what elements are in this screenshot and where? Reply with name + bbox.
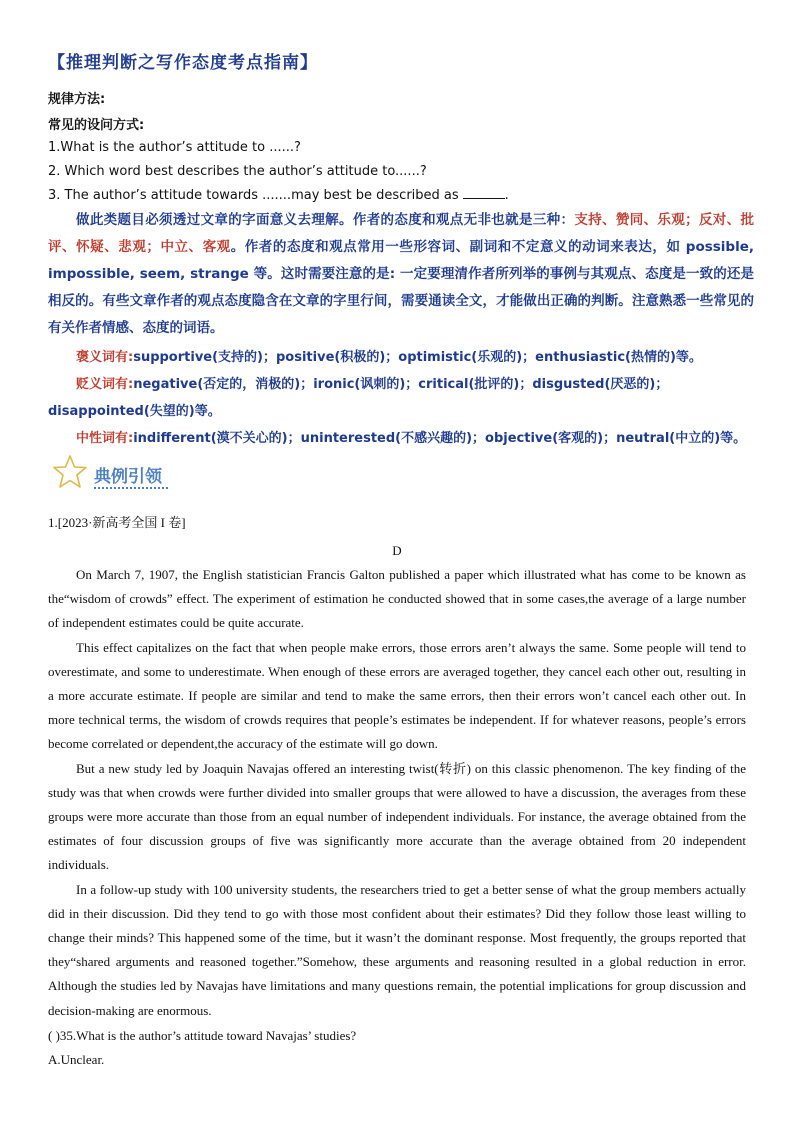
- guide-text-a: 做此类题目必须透过文章的字面意义去理解。作者的态度和观点无非也就是三种：: [76, 212, 575, 228]
- question-form-3: 3. The author’s attitude towards .......may best be described as .: [48, 188, 509, 203]
- positive-words-row: [48, 344, 754, 371]
- reading-passage: [48, 563, 746, 1023]
- guide-paragraph: [48, 207, 754, 342]
- neutral-words-row: [48, 425, 754, 452]
- passage-paragraph: In a follow-up study with 100 university students, the researchers tried to get a better sense of what the group members actually did in their discussion. Did they tend to go with those most confident about their estimates? Did they follow those least willing to change their minds? This happened some of the time, but it wasn’t the dominant response. Most frequently, the groups reported that they“shared arguments and reasoned together.”Somehow, these arguments and reasoning resulted in a global reduction in error. Although the studies led by Navajas have limitations and many questions remain, the potential implications for group discussion and decision-making are enormous.: [48, 881, 746, 1018]
- negative-label: 贬义词有:: [76, 377, 134, 392]
- section-header: [52, 454, 212, 494]
- question-form-2: 2. Which word best describes the author’s attitude to......?: [48, 164, 427, 179]
- guide-attitudes: 支持、赞同、乐观；反对、批评、怀疑、悲观；中立、客观: [48, 212, 754, 255]
- neutral-label: 中性词有:: [76, 431, 134, 446]
- exam-source: 1.[2023·新高考全国 I 卷]: [48, 515, 186, 530]
- passage-letter: D: [392, 543, 402, 558]
- page-title: 【推理判断之写作态度考点指南】: [48, 53, 318, 73]
- question-form-3-text: 3. The author’s attitude towards .......may best be described as: [48, 188, 459, 203]
- negative-words-row: [48, 371, 754, 425]
- question-forms-label: 常见的设问方式:: [48, 118, 145, 133]
- neutral-words: indifferent(漠不关心的)；uninterested(不感兴趣的)；objective(客观的)；neutral(中立的)等。: [133, 431, 747, 446]
- option-a: A.Unclear.: [48, 1052, 105, 1067]
- method-label: 规律方法:: [48, 92, 106, 107]
- answer-blank: [463, 188, 505, 199]
- guide-text-c: 。作者的态度和观点常用一些形容词、副词和不定意义的动词来表达，如 possible, impossible, seem, strange 等。这时需要注意的是: 一定要理清作者所列举的事例与其观点、态度是一致的还是相反的。有些文章作者的观点态度隐含在文章的字里行间，需要通读全文，才能做出正确的判断。注意熟悉一些常见的有关作者情感、态度的词语。: [48, 239, 754, 336]
- passage-paragraph: On March 7, 1907, the English statistician Francis Galton published a paper which illustrated what has come to be known as the“wisdom of crowds” effect. The experiment of estimation he conducted showed that in some cases,the average of a large number of independent estimates could be quite accurate.: [48, 567, 746, 631]
- passage-paragraph: This effect capitalizes on the fact that when people make errors, those errors aren’t always the same. Some people will tend to overestimate, and some to underestimate. When enough of these errors are averaged together, they cancel each other out, resulting in a more accurate estimate. If people are similar and tend to make the same errors, then their errors won’t cancel each other out. In more technical terms, the wisdom of crowds requires that people’s estimates be independent. If for whatever reasons, people’s errors become correlated or dependent,the accuracy of the estimate will go down.: [48, 639, 746, 752]
- negative-words: negative(否定的，消极的)；ironic(讽刺的)；critical(批评的)；disgusted(厌恶的)；disappointed(失望的)等。: [48, 377, 669, 419]
- question-form-1: 1.What is the author’s attitude to ......?: [48, 140, 301, 155]
- section-underline: [94, 487, 168, 489]
- passage-paragraph: But a new study led by Joaquin Navajas offered an interesting twist(转折) on this classic phenomenon. The key finding of the study was that when crowds were further divided into smaller groups that were allowed to have a discussion, the averages from these groups were more accurate than those from an equal number of independent individuals. For instance, the average obtained from the estimates of four discussion groups of five was significantly more accurate than the average obtained from 20 independent individuals.: [48, 760, 746, 873]
- positive-words: supportive(支持的)；positive(积极的)；optimistic(乐观的)；enthusiastic(热情的)等。: [133, 350, 702, 365]
- positive-label: 褒义词有:: [76, 350, 134, 365]
- question-35: ( )35.What is the author’s attitude toward Navajas’ studies?: [48, 1028, 357, 1043]
- section-label: 典例引领: [94, 467, 162, 487]
- star-icon: [52, 454, 88, 490]
